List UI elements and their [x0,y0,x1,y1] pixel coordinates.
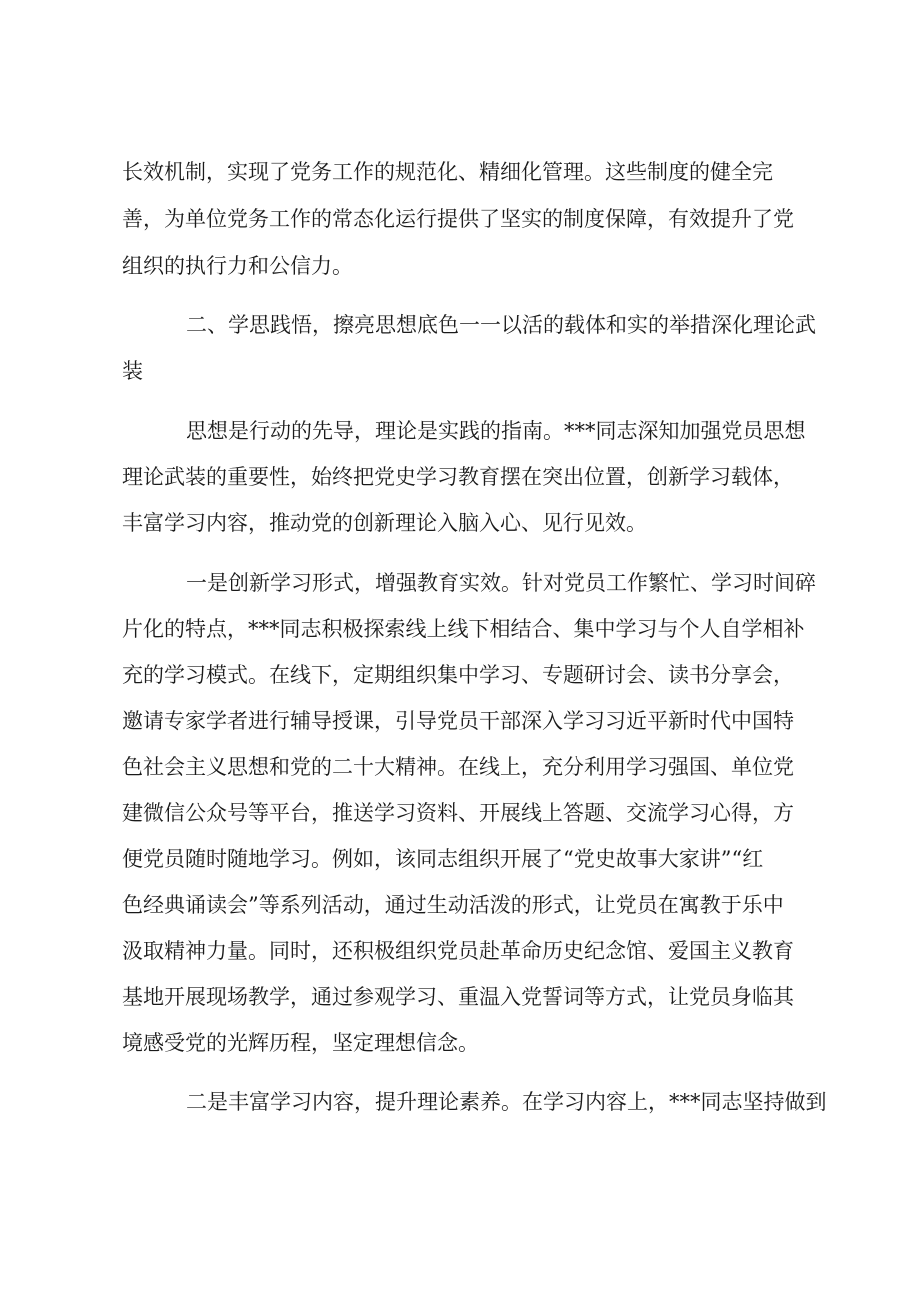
paragraph-3-line-3: 充的学习模式。在线下，定期组织集中学习、专题研讨会、读书分享会， [122,663,794,687]
paragraph-2-line-2: 理论武装的重要性，始终把党史学习教育摆在突出位置，创新学习载体， [122,465,794,489]
paragraph-3-line-6: 建微信公众号等平台，推送学习资料、开展线上答题、交流学习心得，方 [122,801,794,825]
paragraph-3-line-8: 色经典诵读会”等系列活动，通过生动活泼的形式，让党员在寓教于乐中 [122,893,784,917]
paragraph-1-line-1: 长效机制，实现了党务工作的规范化、精细化管理。这些制度的健全完 [122,160,773,184]
paragraph-3-line-2: 片化的特点，***同志积极探索线上线下相结合、集中学习与个人自学相补 [122,617,805,641]
section-heading-line-1: 二、学思践悟，擦亮思想底色一一以活的载体和实的举措深化理论武 [186,313,816,337]
paragraph-3-line-10: 基地开展现场教学，通过参观学习、重温入党誓词等方式，让党员身临其 [122,985,794,1009]
paragraph-3-line-4: 邀请专家学者进行辅导授课，引导党员干部深入学习习近平新时代中国特 [122,709,794,733]
paragraph-3-line-9: 汲取精神力量。同时，还积极组织党员赴革命历史纪念馆、爱国主义教育 [122,939,794,963]
paragraph-3-line-5: 色社会主义思想和党的二十大精神。在线上，充分利用学习强国、单位党 [122,755,794,779]
section-heading-line-2: 装 [122,359,143,383]
paragraph-3-line-11: 境感受党的光辉历程，坚定理想信念。 [122,1031,479,1055]
paragraph-4-line-1: 二是丰富学习内容，提升理论素养。在学习内容上，***同志坚持做到 [186,1090,827,1114]
paragraph-2-line-3: 丰富学习内容，推动党的创新理论入脑入心、见行见效。 [122,511,647,535]
paragraph-3-line-1: 一是创新学习形式，增强教育实效。针对党员工作繁忙、学习时间碎 [186,571,816,595]
paragraph-2-line-1: 思想是行动的先导，理论是实践的指南。***同志深知加强党员思想 [186,419,806,443]
paragraph-1-line-3: 组织的执行力和公信力。 [122,254,353,278]
paragraph-3-line-7: 便党员随时随地学习。例如，该同志组织开展了“党史故事大家讲”“红 [122,847,764,871]
paragraph-1-line-2: 善，为单位党务工作的常态化运行提供了坚实的制度保障，有效提升了党 [122,207,794,231]
